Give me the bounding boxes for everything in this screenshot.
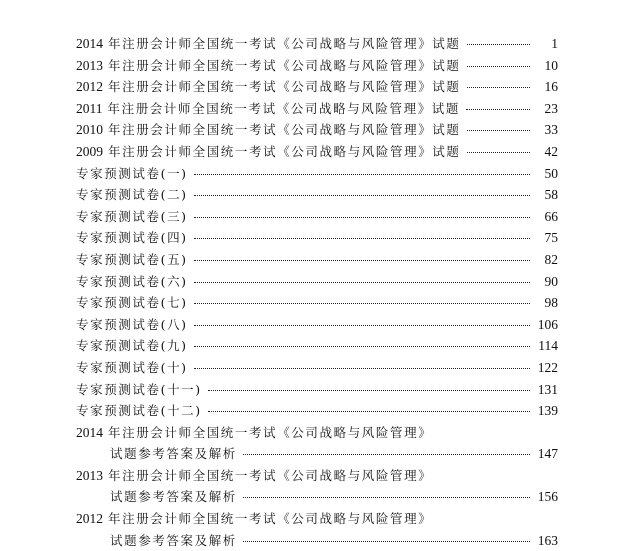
toc-entry-year: 2009	[76, 143, 103, 159]
toc-entry-year: 2011	[76, 100, 103, 116]
toc-entry-title: 年注册会计师全国统一考试《公司战略与风险管理》试题	[108, 57, 461, 73]
answer-entry-subtitle: 试题参考答案及解析	[110, 446, 237, 462]
toc-entry-year: 2014	[76, 36, 103, 51]
dot-leader	[194, 238, 530, 239]
answer-entry-heading[interactable]	[76, 465, 558, 487]
toc-entry-title: 专家预测试卷(八)	[76, 316, 188, 332]
toc-entry[interactable]	[76, 335, 558, 357]
toc-entry-page: 33	[544, 122, 558, 138]
toc-entry-page: 98	[544, 295, 558, 311]
toc-entry-year: 2010	[76, 122, 103, 138]
toc-entry-page: 122	[537, 359, 558, 375]
toc-entry[interactable]	[76, 271, 558, 293]
toc-entry-title: 年注册会计师全国统一考试《公司战略与风险管理》试题	[108, 122, 461, 138]
toc-entry-page: 66	[544, 208, 558, 224]
toc-entry-title: 专家预测试卷(一)	[76, 165, 188, 181]
toc-entry-title: 专家预测试卷(二)	[76, 187, 188, 203]
dot-leader	[243, 541, 530, 542]
toc-entry[interactable]	[76, 119, 558, 141]
toc-entry[interactable]	[76, 249, 558, 271]
dot-leader	[194, 346, 530, 347]
toc-entry-title: 专家预测试卷(十二)	[76, 403, 202, 419]
toc-entry-title: 专家预测试卷(十)	[76, 359, 188, 375]
toc-entry[interactable]	[76, 400, 558, 422]
dot-leader	[467, 130, 530, 131]
toc-entry-title: 专家预测试卷(七)	[76, 295, 188, 311]
answer-entry-title: 年注册会计师全国统一考试《公司战略与风险管理》	[108, 424, 433, 440]
toc-entry-page: 82	[544, 251, 558, 267]
toc-entry[interactable]	[76, 227, 558, 249]
toc-entry-title: 年注册会计师全国统一考试《公司战略与风险管理》试题	[108, 36, 461, 51]
toc-entry[interactable]	[76, 163, 558, 185]
toc-entry[interactable]	[76, 33, 558, 55]
toc-entry-page: 10	[544, 57, 558, 73]
dot-leader	[467, 44, 530, 45]
dot-leader	[467, 66, 530, 67]
answer-entry-heading[interactable]	[76, 422, 558, 444]
table-of-contents	[76, 33, 558, 551]
toc-entry[interactable]	[76, 206, 558, 228]
dot-leader	[467, 87, 530, 88]
answer-entry-page: 156	[537, 489, 558, 505]
toc-entry-title: 年注册会计师全国统一考试《公司战略与风险管理》试题	[108, 143, 461, 159]
dot-leader	[194, 174, 530, 175]
dot-leader	[194, 282, 530, 283]
toc-entry-year: 2012	[76, 79, 103, 95]
dot-leader	[466, 109, 530, 110]
dot-leader	[243, 454, 530, 455]
toc-entry[interactable]	[76, 141, 558, 163]
answer-entry[interactable]	[76, 443, 558, 465]
toc-entry-page: 131	[537, 381, 558, 397]
dot-leader	[194, 260, 530, 261]
toc-entry-title: 年注册会计师全国统一考试《公司战略与风险管理》试题	[108, 79, 461, 95]
answer-entry-year: 2012	[76, 511, 103, 527]
dot-leader	[194, 303, 530, 304]
answer-entry-year: 2014	[76, 424, 103, 440]
answer-entry-subtitle: 试题参考答案及解析	[110, 489, 237, 505]
dot-leader	[194, 195, 530, 196]
toc-entry-page: 1	[551, 36, 558, 51]
answer-entry-year: 2013	[76, 467, 103, 483]
toc-entry-page: 23	[544, 100, 558, 116]
dot-leader	[194, 325, 530, 326]
toc-entry-title: 专家预测试卷(六)	[76, 273, 188, 289]
answer-entry[interactable]	[76, 486, 558, 508]
toc-entry-page: 106	[537, 316, 558, 332]
answer-entry-title: 年注册会计师全国统一考试《公司战略与风险管理》	[108, 511, 433, 527]
toc-entry-page: 139	[537, 403, 558, 419]
answer-entry-page: 147	[537, 446, 558, 462]
toc-entry[interactable]	[76, 184, 558, 206]
answer-entry-heading[interactable]	[76, 508, 558, 530]
dot-leader	[208, 390, 530, 391]
dot-leader	[243, 497, 530, 498]
toc-entry-page: 42	[544, 143, 558, 159]
toc-entry[interactable]	[76, 292, 558, 314]
toc-entry[interactable]	[76, 379, 558, 401]
toc-entry-page: 75	[544, 230, 558, 246]
toc-entry-title: 专家预测试卷(三)	[76, 208, 188, 224]
answer-entry-page: 163	[537, 532, 558, 548]
dot-leader	[194, 368, 530, 369]
toc-entry-year: 2013	[76, 57, 103, 73]
toc-entry-page: 16	[544, 79, 558, 95]
toc-entry-page: 50	[544, 165, 558, 181]
answer-entry-subtitle: 试题参考答案及解析	[110, 532, 237, 548]
toc-entry-title: 年注册会计师全国统一考试《公司战略与风险管理》试题	[107, 100, 461, 116]
toc-entry-page: 114	[538, 338, 558, 354]
dot-leader	[467, 152, 530, 153]
toc-entry-title: 专家预测试卷(九)	[76, 338, 188, 354]
toc-entry-title: 专家预测试卷(五)	[76, 251, 188, 267]
toc-entry[interactable]	[76, 314, 558, 336]
dot-leader	[194, 217, 530, 218]
toc-entry[interactable]	[76, 98, 558, 120]
answer-entry-title: 年注册会计师全国统一考试《公司战略与风险管理》	[108, 467, 433, 483]
toc-entry-page: 58	[544, 187, 558, 203]
toc-entry[interactable]	[76, 76, 558, 98]
dot-leader	[208, 411, 530, 412]
toc-entry[interactable]	[76, 55, 558, 77]
toc-entry-title: 专家预测试卷(四)	[76, 230, 188, 246]
toc-entry[interactable]	[76, 357, 558, 379]
toc-entry-title: 专家预测试卷(十一)	[76, 381, 202, 397]
toc-entry-page: 90	[544, 273, 558, 289]
